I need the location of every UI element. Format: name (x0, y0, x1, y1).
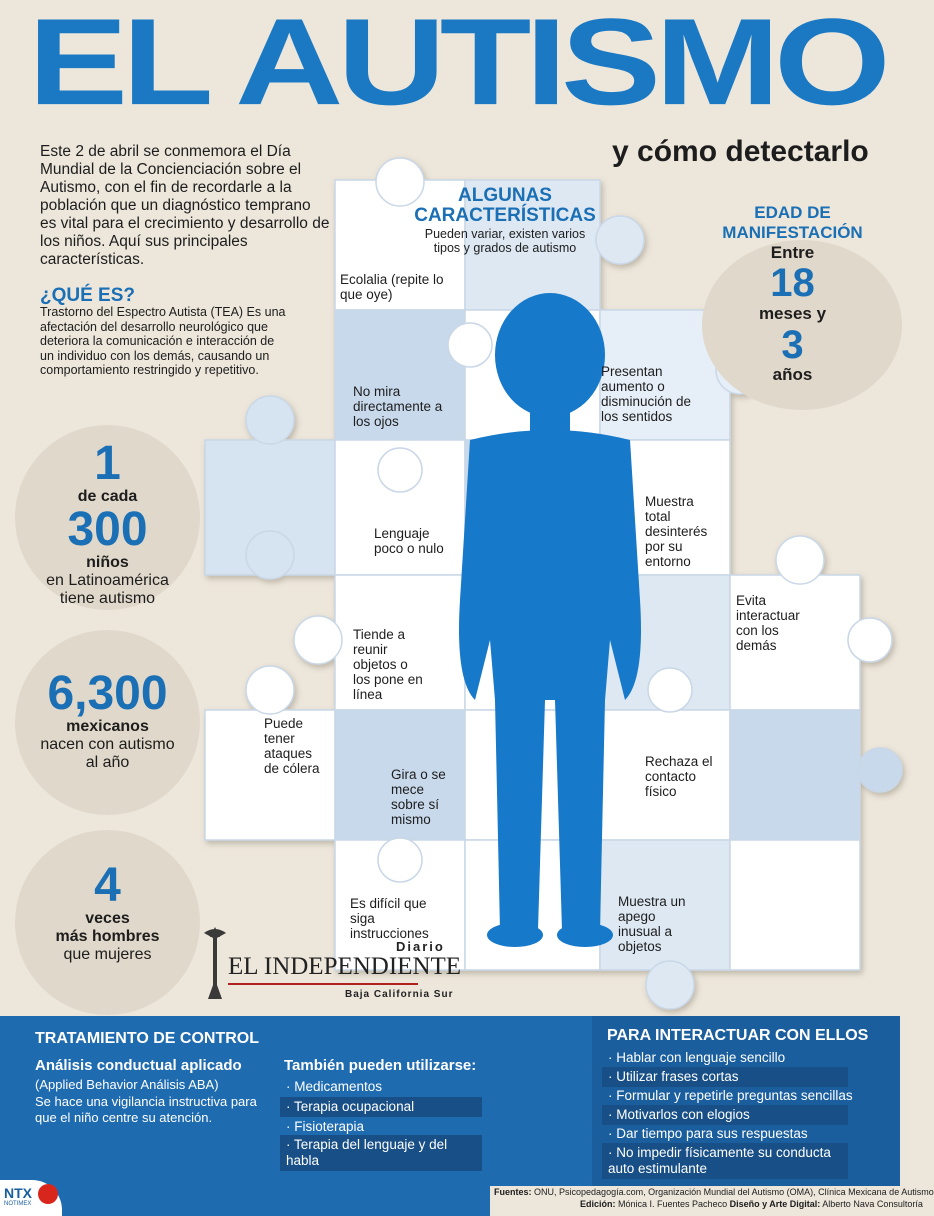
tratamiento-subtitle: Análisis conductual aplicado (35, 1057, 242, 1074)
page-subtitle: y cómo detectarlo (612, 135, 869, 168)
stat-label: que mujeres (63, 946, 152, 963)
stat-number: 4 (94, 859, 121, 912)
stat-number: 300 (67, 503, 148, 556)
edad-meses: meses y (758, 304, 827, 323)
fuentes-text: ONU, Psicopedagogía.com, Organización Mundial del Autismo (OMA), Clínica Mexicana de Autismo (534, 1187, 934, 1197)
stat-label: tiene autismo (59, 590, 156, 607)
tratamiento-heading: TRATAMIENTO DE CONTROL (35, 1030, 259, 1047)
caracteristicas-heading: ALGUNAS CARACTERÍSTICAS (414, 185, 596, 226)
logo-divider (228, 983, 418, 985)
interactuar-item: · Utilizar frases cortas (602, 1067, 848, 1087)
interactuar-item: · No impedir físicamente su conducta auto estimulante (602, 1143, 848, 1179)
stat-number: 1 (94, 437, 121, 490)
logo-diario: Diario (396, 939, 445, 954)
caracteristica-item: Lenguaje poco o nulo (374, 526, 444, 556)
ntx-logo-icon (38, 1184, 58, 1204)
interactuar-item: · Hablar con lenguaje sencillo (608, 1050, 786, 1065)
el-independiente-logo (200, 925, 462, 1005)
caracteristica-item: No mira directamente a los ojos (353, 384, 443, 429)
stat-label: mexicanos (66, 718, 149, 735)
caracteristicas-block (410, 186, 600, 255)
tambien-item: · Terapia del lenguaje y del habla (280, 1135, 482, 1171)
stat-number: 6,300 (47, 667, 168, 720)
tambien-item: · Medicamentos (286, 1079, 383, 1094)
edad-anos: años (772, 365, 813, 384)
edad-num2: 3 (781, 323, 804, 367)
caracteristicas-subtitle: Pueden variar, existen varios tipos y grados de autismo (424, 227, 586, 255)
edad-num1: 18 (770, 261, 815, 305)
caracteristica-item: Muestra total desinterés por su entorno (645, 494, 708, 569)
stat-label: más hombres (55, 928, 160, 945)
logo-name: EL INDEPENDIENTE (228, 953, 462, 980)
diseno-text: Alberto Nava Consultoría (822, 1199, 923, 1209)
stat-mexicanos (20, 667, 195, 772)
sources-block (490, 1186, 934, 1216)
diseno-label: Diseño y Arte Digital: (729, 1199, 821, 1209)
interactuar-item: · Motivarlos con elogios (602, 1105, 848, 1125)
stat-latinoamerica (20, 437, 195, 608)
edad-heading: EDAD DE MANIFESTACIÓN (722, 203, 863, 242)
caracteristica-item: Tiende a reunir objetos o los pone en línea (353, 627, 423, 702)
caracteristica-item: Rechaza el contacto físico (645, 754, 713, 799)
ntx-logo-sub: NOTIMEX (4, 1201, 32, 1207)
stat-label: de cada (77, 488, 138, 505)
caracteristica-item: Puede tener ataques de cólera (264, 716, 320, 776)
que-es-text: Trastorno del Espectro Autista (TEA) Es una afectación del desarrollo neurológico que deteriora la comunicación e interacción de un individuo con los demás, causando un comportamiento restringido y repetitivo. (40, 305, 286, 377)
tratamiento-text: Se hace una vigilancia instructiva para que el niño centre su atención. (35, 1094, 257, 1125)
stat-label: en Latinoamérica (46, 572, 169, 589)
intro-text: Este 2 de abril se conmemora el Día Mundial de la Concienciación sobre el Autismo, con el fin de recordarle a la población que un diagnóstico temprano es vital para el crecimiento y desarrollo de los niños. Aquí sus principales características. (40, 143, 330, 268)
tratamiento-aba: (Applied Behavior Análisis ABA) (35, 1077, 219, 1092)
caracteristica-item: Ecolalia (repite lo que oye) (340, 272, 444, 302)
tambien-heading: También pueden utilizarse: (284, 1057, 477, 1074)
edicion-label: Edición: (580, 1199, 616, 1209)
caracteristica-item: Presentan aumento o disminución de los sentidos (601, 364, 692, 424)
page-title: EL AUTISMO (28, 0, 885, 131)
stat-label: nacen con autismo (40, 736, 175, 753)
caracteristica-item: Gira o se mece sobre sí mismo (391, 767, 446, 827)
stat-label: al año (85, 754, 130, 771)
que-es-heading: ¿QUÉ ES? (40, 285, 136, 306)
tambien-item: · Fisioterapia (286, 1119, 365, 1134)
logo-region: Baja California Sur (345, 989, 454, 1000)
edad-block (705, 203, 880, 385)
stat-hombres (20, 859, 195, 964)
edicion-text: Mónica I. Fuentes Pacheco (618, 1199, 728, 1209)
caracteristica-item: Muestra un apego inusual a objetos (618, 894, 686, 954)
angel-monument-icon (200, 925, 230, 1000)
tambien-item: · Terapia ocupacional (280, 1097, 482, 1117)
interactuar-item: · Dar tiempo para sus respuestas (608, 1126, 808, 1141)
ntx-logo-text: NTX (4, 1185, 32, 1201)
ntx-logo (0, 1180, 62, 1216)
fuentes-label: Fuentes: (494, 1187, 532, 1197)
interactuar-item: · Formular y repetirle preguntas sencillas (608, 1088, 853, 1103)
edad-entre: Entre (770, 243, 815, 262)
stat-label: veces (85, 910, 130, 927)
stat-label: niños (86, 554, 129, 571)
caracteristica-item: Es difícil que siga instrucciones (350, 896, 429, 941)
interactuar-heading: PARA INTERACTUAR CON ELLOS (607, 1027, 869, 1044)
caracteristica-item: Evita interactuar con los demás (736, 593, 800, 653)
